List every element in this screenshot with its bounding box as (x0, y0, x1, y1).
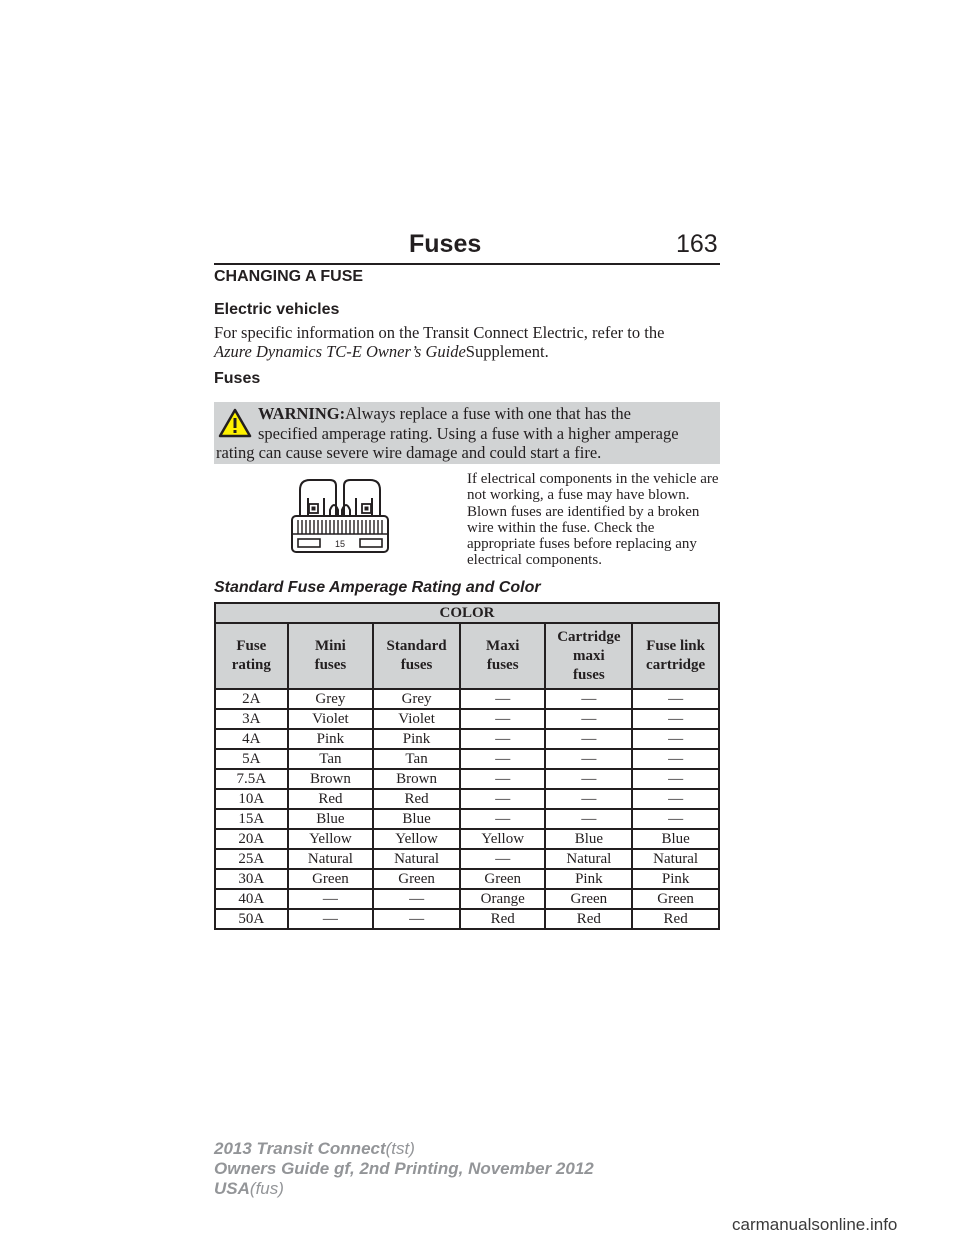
column-header (288, 623, 374, 689)
footer-market: USA (214, 1179, 250, 1198)
table-cell: Natural (373, 849, 460, 869)
table-cell: — (632, 729, 719, 749)
table-cell: — (632, 709, 719, 729)
fuse-rating-label: 15 (334, 539, 346, 549)
guide-title: Azure Dynamics TC-E Owner’s Guide (214, 342, 466, 361)
table-row (215, 809, 719, 829)
table-cell: — (545, 809, 632, 829)
table-row (215, 749, 719, 769)
table-cell: 15A (215, 809, 288, 829)
table-cell: — (545, 709, 632, 729)
table-cell: — (288, 889, 374, 909)
table-cell: — (460, 769, 546, 789)
table-cell: Tan (288, 749, 374, 769)
table-title: Standard Fuse Amperage Rating and Color (214, 579, 541, 596)
column-header (215, 623, 288, 689)
table-cell: Brown (373, 769, 460, 789)
subheading-electric-vehicles: Electric vehicles (214, 301, 340, 318)
table-cell: Natural (288, 849, 374, 869)
table-cell: — (545, 749, 632, 769)
footer-model-code: (tst) (385, 1139, 415, 1158)
warning-line-2: specified amperage rating. Using a fuse with a higher amperage (258, 423, 679, 443)
column-header-line: maxi (573, 647, 605, 664)
watermark: carmanualsonline.info (732, 1215, 898, 1234)
electric-vehicles-paragraph (214, 323, 724, 361)
table-body (215, 689, 719, 929)
electric-text-start: For specific information on the Transit Connect Electric, refer to the (214, 323, 665, 342)
table-row (215, 769, 719, 789)
document-footer (214, 1139, 594, 1199)
table-row (215, 849, 719, 869)
fuse-illustration (290, 476, 390, 554)
table-cell: — (632, 809, 719, 829)
table-cell: Green (545, 889, 632, 909)
table-cell: Green (373, 869, 460, 889)
column-header (460, 623, 546, 689)
column-header-line: Mini (315, 638, 346, 654)
column-header (373, 623, 460, 689)
table-cell: Pink (288, 729, 374, 749)
table-cell: — (460, 709, 546, 729)
column-header-line: fuses (486, 657, 519, 673)
table-cell: Pink (373, 729, 460, 749)
column-header-line: fuses (400, 657, 433, 673)
table-cell: 30A (215, 869, 288, 889)
table-cell: 3A (215, 709, 288, 729)
warning-line-1: Always replace a fuse with one that has the (345, 404, 631, 423)
warning-line-3: rating can cause severe wire damage and could start a fire. (216, 443, 602, 462)
table-cell: — (460, 789, 546, 809)
blown-fuse-paragraph: If electrical components in the vehicle are not working, a fuse may have blown. Blown fuses are identified by a broken wire within the fuse. Check the appropriate fuses before replacing any electrical components. (467, 471, 719, 569)
table-row (215, 829, 719, 849)
table-cell: 5A (215, 749, 288, 769)
footer-edition: Owners Guide gf, 2nd Printing, November 2012 (214, 1159, 594, 1178)
table-cell: — (545, 789, 632, 809)
column-header-line: Cartridge (557, 628, 621, 645)
table-cell: Violet (373, 709, 460, 729)
column-header-line: fuses (314, 657, 347, 673)
column-header-line: cartridge (646, 657, 706, 673)
table-row (215, 789, 719, 809)
table-group-header: COLOR (215, 603, 719, 623)
warning-label: WARNING: (258, 404, 346, 423)
table-cell: Green (460, 869, 546, 889)
footer-market-code: (fus) (249, 1179, 284, 1198)
table-cell: — (373, 909, 460, 929)
table-cell: Blue (632, 829, 719, 849)
table-cell: 25A (215, 849, 288, 869)
fuse-rating-table (214, 602, 720, 930)
table-cell: Brown (288, 769, 374, 789)
table-row (215, 709, 719, 729)
table-cell: — (632, 749, 719, 769)
table-cell: — (288, 909, 374, 929)
table-cell: — (460, 749, 546, 769)
table-column-headers (215, 623, 719, 689)
table-cell: Pink (545, 869, 632, 889)
table-row (215, 689, 719, 709)
column-header-line: Fuse link (646, 638, 705, 654)
column-header (545, 623, 632, 689)
column-header-line: Standard (386, 638, 447, 654)
table-cell: — (545, 769, 632, 789)
table-cell: Blue (545, 829, 632, 849)
table-cell: — (632, 789, 719, 809)
table-row (215, 869, 719, 889)
table-cell: Blue (373, 809, 460, 829)
table-cell: 2A (215, 689, 288, 709)
electric-text-end: Supplement. (465, 342, 549, 361)
table-cell: Red (545, 909, 632, 929)
table-cell: Red (373, 789, 460, 809)
header-divider (214, 263, 720, 265)
column-header-line: fuses (573, 666, 605, 683)
table-cell: Natural (545, 849, 632, 869)
table-cell: Green (288, 869, 374, 889)
subheading-fuses: Fuses (214, 370, 261, 387)
table-cell: 7.5A (215, 769, 288, 789)
column-header-line: rating (231, 657, 271, 673)
table-cell: Violet (288, 709, 374, 729)
table-cell: Natural (632, 849, 719, 869)
table-cell: Red (288, 789, 374, 809)
table-cell: — (460, 729, 546, 749)
warning-text (216, 404, 718, 463)
table-cell: 50A (215, 909, 288, 929)
table-cell: Red (460, 909, 546, 929)
table-cell: 40A (215, 889, 288, 909)
table-cell: — (460, 809, 546, 829)
table-cell: Tan (373, 749, 460, 769)
table-cell: — (545, 689, 632, 709)
footer-model: 2013 Transit Connect (214, 1139, 386, 1158)
table-cell: Green (632, 889, 719, 909)
table-row (215, 909, 719, 929)
table-cell: Grey (373, 689, 460, 709)
table-cell: — (545, 729, 632, 749)
column-header-line: Maxi (486, 638, 520, 654)
table-cell: Yellow (460, 829, 546, 849)
table-cell: — (373, 889, 460, 909)
table-cell: Blue (288, 809, 374, 829)
table-cell: — (632, 689, 719, 709)
table-cell: Orange (460, 889, 546, 909)
table-cell: 4A (215, 729, 288, 749)
table-cell: — (460, 849, 546, 869)
column-header-line: Fuse (236, 638, 267, 654)
table-cell: — (460, 689, 546, 709)
section-heading: CHANGING A FUSE (214, 268, 364, 285)
page-header-title: Fuses (409, 230, 482, 258)
column-header (632, 623, 719, 689)
table-cell: 20A (215, 829, 288, 849)
table-cell: Pink (632, 869, 719, 889)
table-cell: Yellow (373, 829, 460, 849)
table-cell: — (632, 769, 719, 789)
table-row (215, 729, 719, 749)
table-row (215, 889, 719, 909)
table-cell: Yellow (288, 829, 374, 849)
table-cell: Red (632, 909, 719, 929)
table-cell: Grey (288, 689, 374, 709)
page-number: 163 (676, 230, 718, 258)
table-cell: 10A (215, 789, 288, 809)
